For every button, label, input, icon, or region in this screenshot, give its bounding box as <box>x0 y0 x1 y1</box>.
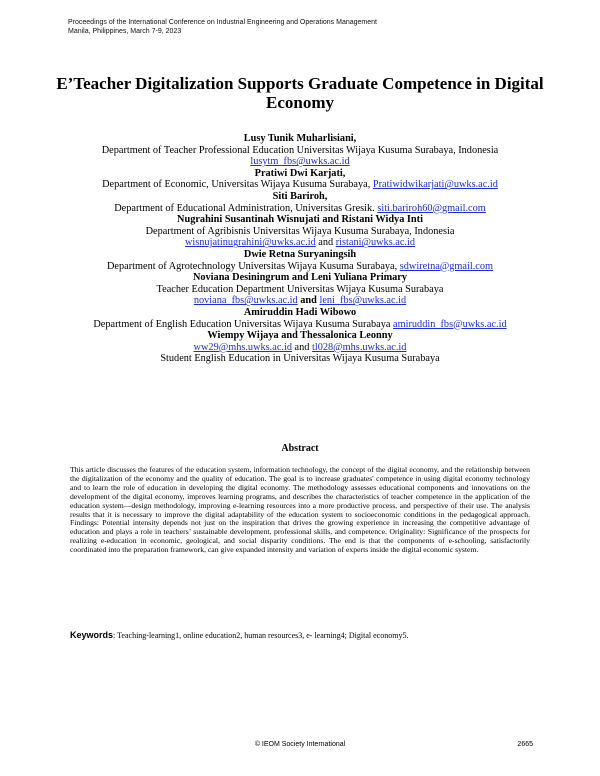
author-name: Amiruddin Hadi Wibowo <box>243 306 357 318</box>
running-header <box>68 18 377 36</box>
header-conference: Proceedings of the International Conference on Industrial Engineering and Operations Management <box>68 19 377 26</box>
author-name: Lusy Tunik Muharlisiani, <box>243 133 357 144</box>
keywords-line <box>70 630 530 641</box>
author-affiliation: Department of Teacher Professional Education Universitas Wijaya Kusuma Surabaya, Indonesia <box>101 144 499 156</box>
author-affiliation: Department of English Education Universitas Wijaya Kusuma Surabaya <box>93 318 394 330</box>
author-email-link[interactable]: sdwiretna@gmail.com <box>399 260 494 272</box>
author-affiliation: Department of Educational Administration, Universitas Gresik. <box>114 202 378 214</box>
conjunction: and <box>315 237 336 249</box>
abstract-body: This article discusses the features of the education system, information technology, the concept of the digital economy, and the relationship between the digitalization of the economy and the quality of education. The goal is to increase graduates' competence in using digital economy technology and to learn the role of education in developing the digital economy. The methodology assesses educational components and innovations on the development of the digital economy, improves learning programs, and describes the characteristics of teacher competence in the application of the education system—design methodology, improving e-learning resources into a more productive process, and perspective of their use. The analysis results that it is necessary to improve the digital adaptability of the education system to socioeconomic conditions in the pedagogical approach. Findings: Potential intensity depends not just on the inspiration that drives the growing experience in increasing the competitive advantage of education and plays a role in teachers’ sustainable development, professional skills, and competence. Originality: Significance of the prospects for realizing e-education in economic, geological, and social disparity conditions. The end is that the components of e-schooling, satisfactorily coordinated into the preparation framework, can give expanded intensity and variation of experts inside the digital economic system. <box>70 465 530 555</box>
conjunction: and <box>297 295 320 307</box>
author-email-link[interactable]: ristani@uwks.ac.id <box>335 237 416 249</box>
author-affiliation: Student English Education in Universitas Wijaya Kusuma Surabaya <box>160 353 440 365</box>
author-email-link[interactable]: tl028@mhs.uwks.ac.id <box>312 341 407 353</box>
author-name: Dwie Retna Suryaningsih <box>243 248 357 260</box>
abstract-heading: Abstract <box>281 443 319 454</box>
author-email-link[interactable]: wisnujatinugrahini@uwks.ac.id <box>184 237 316 249</box>
author-affiliation: Department of Agribisnis Universitas Wijaya Kusuma Surabaya, Indonesia <box>145 225 455 237</box>
paper-title: E’Teacher Digitalization Supports Graduate Competence in Digital Economy <box>56 74 544 112</box>
author-email-link[interactable]: noviana_fbs@uwks.ac.id <box>193 295 298 307</box>
header-location: Manila, Philippines, March 7-9, 2023 <box>68 28 182 35</box>
author-affiliation: Department of Economic, Universitas Wijaya Kusuma Surabaya, <box>102 179 373 191</box>
author-email-link[interactable]: lusytm_fbs@uwks.ac.id <box>250 156 350 168</box>
keywords-text: : Teaching-learning1, online education2, human resources3, e- learning4; Digital economy5. <box>113 631 409 640</box>
conjunction: and <box>291 341 312 353</box>
author-email-link[interactable]: ww29@mhs.uwks.ac.id <box>193 341 292 353</box>
author-email-link[interactable]: Pratiwidwikarjati@uwks.ac.id <box>372 179 498 191</box>
author-name: Wiempy Wijaya and Thessalonica Leonny <box>207 330 393 342</box>
author-name: Nugrahini Susantinah Wisnujati and Ristani Widya Inti <box>177 214 423 226</box>
keywords-label: Keywords <box>70 630 114 640</box>
author-name: Siti Bariroh, <box>272 190 328 202</box>
author-block <box>30 133 570 365</box>
author-affiliation: Department of Agrotechnology Universitas Wijaya Kusuma Surabaya, <box>106 260 400 272</box>
author-affiliation: Teacher Education Department Universitas Wijaya Kusuma Surabaya <box>156 283 444 295</box>
footer-copyright: © IEOM Society International <box>254 741 346 748</box>
author-name: Noviana Desiningrum and Leni Yuliana Primary <box>192 272 408 284</box>
author-email-link[interactable]: siti.bariroh60@gmail.com <box>377 202 486 214</box>
page-number: 2665 <box>517 741 533 748</box>
author-email-link[interactable]: leni_fbs@uwks.ac.id <box>319 295 407 307</box>
author-email-link[interactable]: amiruddin_fbs@uwks.ac.id <box>393 318 507 330</box>
author-name: Pratiwi Dwi Karjati, <box>254 167 346 179</box>
